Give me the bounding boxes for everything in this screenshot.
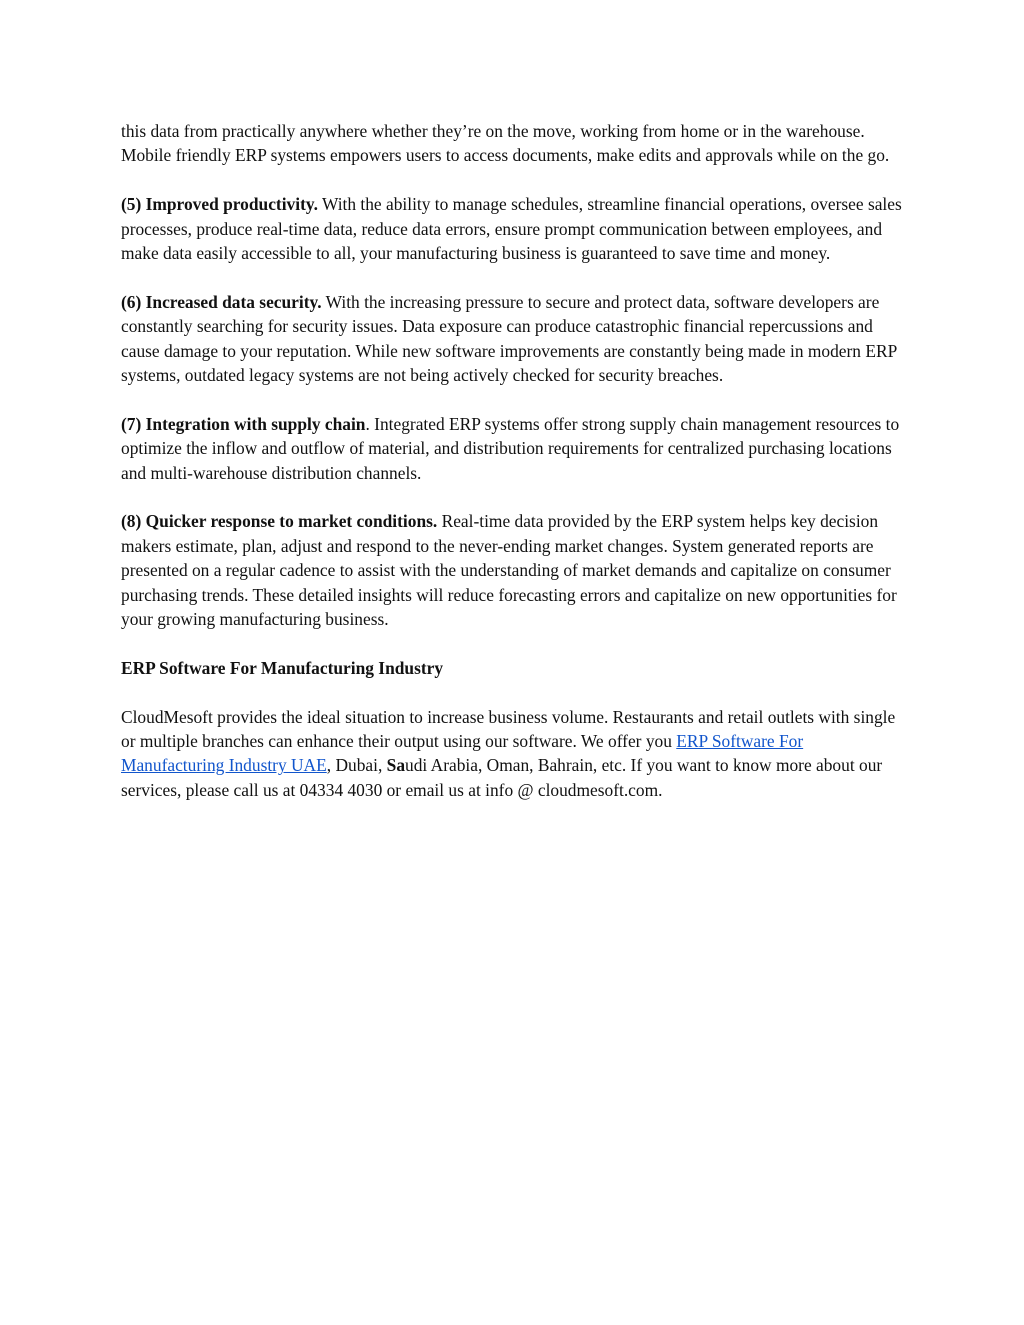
section-body: With the ability to manage schedules, streamline financial operations, oversee sales processes, produce real-time data, reduce data errors, ensure prompt communication between employees, and make data easily accessible to all, your manufacturing business is guaranteed to save time and money. <box>121 194 902 264</box>
section-productivity <box>121 192 905 265</box>
heading-paragraph <box>121 656 905 680</box>
erp-software-link[interactable]: ERP Software For Manufacturing Industry UAE <box>121 731 804 776</box>
closing-text-rest: udi Arabia, Oman, Bahrain, etc. If you want to know more about our services, please call us at 04334 4030 or email us at info @ cloudmesoft.com. <box>121 755 883 800</box>
section-title: (8) Quicker response to market conditions. <box>121 511 438 532</box>
section-body: . Integrated ERP systems offer strong supply chain management resources to optimize the inflow and outflow of material, and distribution requirements for centralized purchasing locations and multi-warehouse distribution channels. <box>121 413 900 483</box>
section-body: With the increasing pressure to secure and protect data, software developers are constantly searching for security issues. Data exposure can produce catastrophic financial repercussions and cause damage to your reputation. While new software improvements are constantly being made in modern ERP systems, outdated legacy systems are not being actively checked for security breaches. <box>121 291 897 386</box>
intro-text: this data from practically anywhere whether they’re on the move, working from home or in the warehouse. Mobile friendly ERP systems empowers users to access documents, make edits and approvals while on the go. <box>121 121 890 166</box>
section-heading: ERP Software For Manufacturing Industry <box>121 657 444 678</box>
closing-text-after-link: , Dubai, <box>326 755 387 776</box>
section-body: Real-time data provided by the ERP system helps key decision makers estimate, plan, adjust and respond to the never-ending market changes. System generated reports are presented on a regular cadence to assist with the understanding of market demands and capitalize on consumer purchasing trends. These detailed insights will reduce forecasting errors and capitalize on new opportunities for your growing manufacturing business. <box>121 511 897 630</box>
section-title: (5) Improved productivity. <box>121 194 318 215</box>
section-data-security <box>121 290 905 388</box>
closing-paragraph <box>121 705 905 803</box>
section-market-conditions <box>121 509 905 631</box>
intro-paragraph <box>121 119 905 168</box>
closing-bold-fragment: Sa <box>386 755 406 776</box>
section-title: (7) Integration with supply chain <box>121 413 366 434</box>
document-page <box>121 119 905 827</box>
section-supply-chain <box>121 412 905 485</box>
closing-text-before-link: CloudMesoft provides the ideal situation to increase business volume. Restaurants and retail outlets with single or multiple branches can enhance their output using our software. We offer you <box>121 706 896 752</box>
section-title: (6) Increased data security. <box>121 291 322 312</box>
